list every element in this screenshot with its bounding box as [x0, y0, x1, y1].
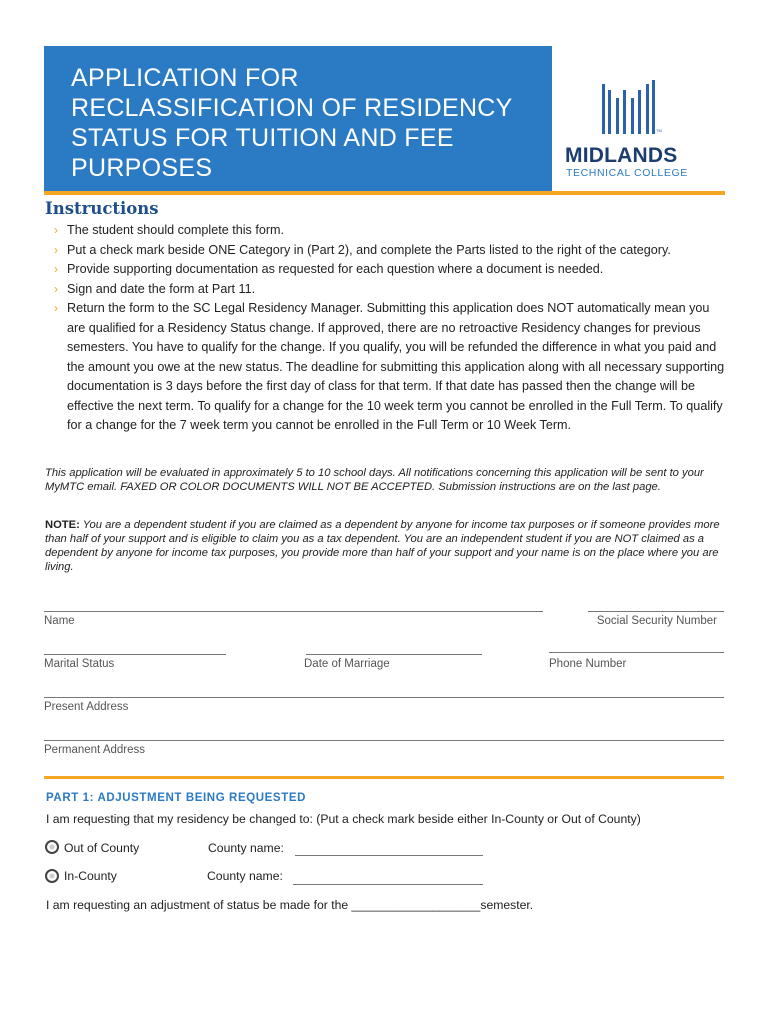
- list-item: › The student should complete this form.: [67, 221, 727, 241]
- chevron-right-icon: ›: [54, 223, 58, 237]
- semester-text-before: I am requesting an adjustment of status be made for the: [46, 898, 349, 912]
- present-address-label: Present Address: [44, 701, 129, 713]
- county-name-field-out[interactable]: [295, 855, 483, 856]
- county-name-field-in[interactable]: [293, 884, 483, 885]
- marital-status-field[interactable]: [44, 654, 226, 655]
- evaluation-note: This application will be evaluated in approximately 5 to 10 school days. All notifications concerning this application will be sent to your MyMTC email. FAXED OR COLOR DOCUMENTS WILL NOT BE ACCEPTED. Submission instructions are on the last page.: [45, 467, 704, 493]
- note-label: NOTE:: [45, 519, 80, 531]
- name-label: Name: [44, 615, 75, 627]
- present-address-field[interactable]: [44, 697, 724, 698]
- college-logo: [565, 74, 700, 184]
- part1-divider: [44, 776, 724, 779]
- county-name-label: County name:: [208, 841, 284, 855]
- name-field[interactable]: [44, 611, 543, 612]
- semester-text-after: semester.: [480, 898, 534, 912]
- chevron-right-icon: ›: [54, 242, 58, 257]
- title-line: RECLASSIFICATION OF RESIDENCY: [71, 94, 513, 122]
- chevron-right-icon: ›: [54, 301, 58, 315]
- logo-subtitle: TECHNICAL COLLEGE: [566, 167, 688, 179]
- semester-field[interactable]: ___________________: [351, 898, 481, 912]
- list-item: › Sign and date the form at Part 11.: [67, 280, 727, 300]
- in-county-label: In-County: [64, 869, 117, 883]
- marital-status-label: Marital Status: [44, 658, 115, 670]
- part1-heading: PART 1: ADJUSTMENT BEING REQUESTED: [46, 792, 307, 804]
- instructions-list: [54, 221, 727, 436]
- list-item: › Provide supporting documentation as requested for each question where a document is needed.: [67, 260, 727, 280]
- title-line: APPLICATION FOR: [71, 64, 299, 92]
- list-item: › Return the form to the SC Legal Residency Manager. Submitting this application does NOT automatically mean you are qualified for a Residency Status change. If approved, there are no retroactive Residency changes for previous semesters. You have to qualify for the change. If you qualify, you will be refunded the difference in what you paid and the amount you owe at the new status. The deadline for submitting this application along with all necessary supporting documentation is 3 days before the first day of class for that term. If that date has passed then the change will be effective the next term. To qualify for a change for the 10 week term you cannot be enrolled in the Full Term. To qualify for a change for the 7 week term you cannot be enrolled in the Full Term or 10 Week Term.: [54, 301, 725, 432]
- permanent-address-label: Permanent Address: [44, 744, 146, 756]
- title-line: PURPOSES: [71, 154, 213, 182]
- chevron-right-icon: ›: [54, 262, 58, 276]
- logo-mark-icon: [600, 78, 660, 134]
- out-of-county-label: Out of County: [64, 841, 140, 855]
- phone-field[interactable]: [549, 652, 724, 653]
- dependency-note: [45, 518, 725, 574]
- trademark-mark: TM: [656, 128, 662, 133]
- title-line: STATUS FOR TUITION AND FEE: [71, 124, 454, 152]
- ssn-field[interactable]: [588, 611, 724, 612]
- date-of-marriage-field[interactable]: [306, 654, 482, 655]
- in-county-radio[interactable]: [45, 869, 59, 883]
- header-divider: [44, 191, 725, 195]
- title-banner: [44, 46, 552, 191]
- county-name-label: County name:: [207, 869, 283, 883]
- date-of-marriage-label: Date of Marriage: [304, 658, 390, 670]
- chevron-right-icon: ›: [54, 281, 58, 296]
- part1-prompt: I am requesting that my residency be changed to: (Put a check mark beside either In-County or Out of County): [46, 812, 641, 826]
- out-of-county-radio[interactable]: [45, 840, 59, 854]
- list-item: › Put a check mark beside ONE Category in (Part 2), and complete the Parts listed to the right of the category.: [67, 241, 727, 261]
- ssn-label: Social Security Number: [596, 615, 717, 627]
- semester-request: [46, 898, 533, 912]
- form-title: [71, 63, 541, 183]
- phone-label: Phone Number: [549, 658, 627, 670]
- note-text: You are a dependent student if you are claimed as a dependent by anyone for income tax purposes or if someone provides more than half of your support and is eligible to claim you as a tax dependent. You are an independent student if you are NOT claimed as a dependent by anyone for income tax purposes, you provide more than half of your support and your name is on the place where you are living.: [45, 519, 720, 573]
- logo-name: MIDLANDS: [565, 144, 678, 167]
- instructions-heading: Instructions: [45, 199, 159, 218]
- permanent-address-field[interactable]: [44, 740, 724, 741]
